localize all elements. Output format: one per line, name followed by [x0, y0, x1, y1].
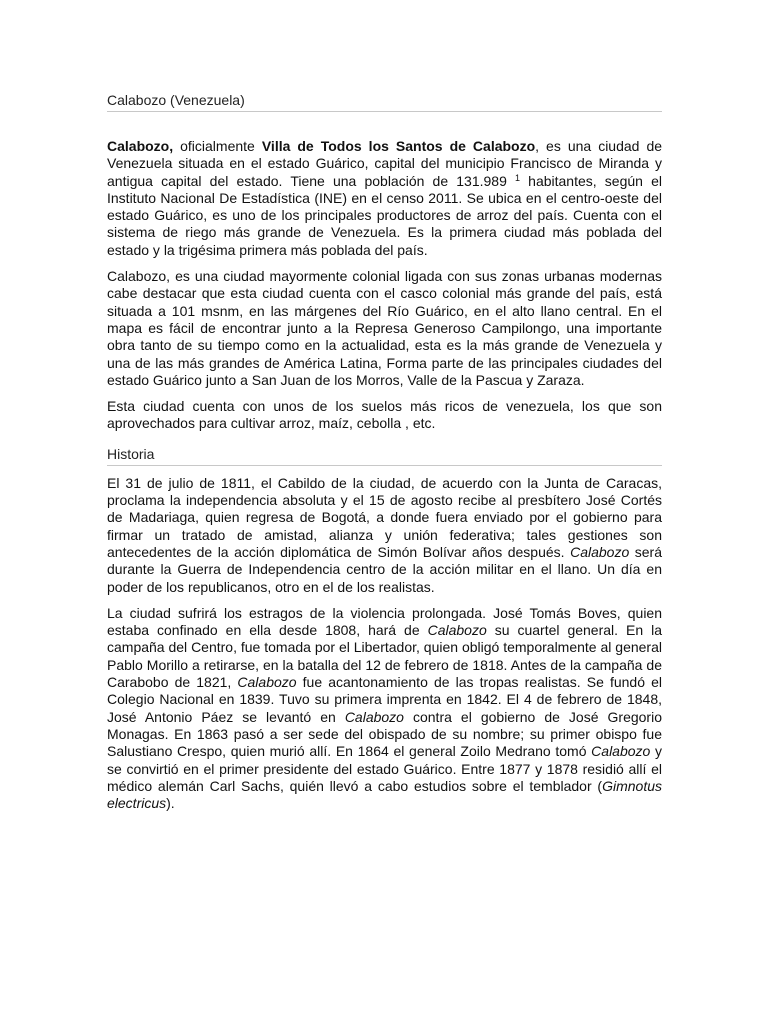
official-name: Villa de Todos los Santos de Calabozo — [261, 138, 536, 154]
history-paragraph-2: La ciudad sufrirá los estragos de la violencia prolongada. José Tomás Boves, quien estaba confinado en ella desde 1808, hará de Calabozo su cuartel general. En la campaña del Centro, fue tomada por el Libertador, quien obligó temporalmente al general Pablo Morillo a retirarse, en la batalla del 12 de febrero de 1818. Antes de la campaña de Carabobo de 1821, Calabozo fue acantonamiento de las tropas realistas. Se fundó el Colegio Nacional en 1839. Tuvo su primera imprenta en 1842. El 4 de febrero de 1848, José Antonio Páez se levantó en Calabozo contra el gobierno de José Gregorio Monagas. En 1863 pasó a ser sede del obispado de su nombre; su primer obispo fue Salustiano Crespo, quien murió allí. En 1864 el general Zoilo Medrano tomó Calabozo y se convirtió en el primer presidente del estado Guárico. Entre 1877 y 1878 residió allí el médico alemán Carl Sachs, quién llevó a cabo estudios sobre el temblador (Gimnotus electricus). — [107, 604, 663, 812]
footnote-marker: 1 — [515, 172, 521, 183]
history-paragraph-1: El 31 de julio de 1811, el Cabildo de la ciudad, de acuerdo con la Junta de Caracas, proclama la independencia absoluta y el 15 de agosto recibe al presbítero José Cortés de Madariaga, quien regresa de Bogotá, a donde fuera enviado por el gobierno para firmar un tratado de amistad, alianza y unión federativa; tales gestiones son antecedentes de la acción diplomática de Simón Bolívar años después. Calabozo será durante la Guerra de Independencia centro de la acción militar en el llano. Un día en poder de los republicanos, otro en el de los realistas. — [107, 474, 662, 595]
document-page — [107, 0, 662, 812]
soil-paragraph: Esta ciudad cuenta con unos de los suelos más ricos de venezuela, los que son aprovechados para cultivar arroz, maíz, cebolla , etc. — [107, 398, 662, 432]
section-heading-historia: Historia — [107, 446, 662, 466]
intro-paragraph: Calabozo, oficialmente Villa de Todos los Santos de Calabozo, es una ciudad de Venezuela situada en el estado Guárico, capital del municipio Francisco de Miranda y antigua capital del estado. Tiene una población de 131.989 $^1$ habitantes, según el Instituto Nacional De Estadística (INE) en el censo 2011. Se ubica en el centro-oeste del estado Guárico, es uno de los principales productores de arroz del país. Cuenta con el sistema de riego más grande de Venezuela. Es la primera ciudad más poblada del estado y la trigésima primera más poblada del país. — [107, 138, 663, 258]
document-title: Calabozo (Venezuela) — [107, 92, 662, 112]
colonial-paragraph: Calabozo, es una ciudad mayormente colonial ligada con sus zonas urbanas modernas cabe destacar que esta ciudad cuenta con el casco colonial más grande del país, está situada a 101 msnm, en las márgenes del Río Guárico, en el alto llano central. En el mapa es fácil de encontrar junto a la Represa Generoso Campilongo, una importante obra tanto de su tiempo como en la actualidad, esta es la más grande de Venezuela y una de las más grandes de América Latina, Forma parte de las principales ciudades del estado Guárico junto a San Juan de los Morros, Valle de la Pascua y Zaraza. — [107, 268, 662, 388]
city-name: Calabozo, — [107, 138, 174, 154]
